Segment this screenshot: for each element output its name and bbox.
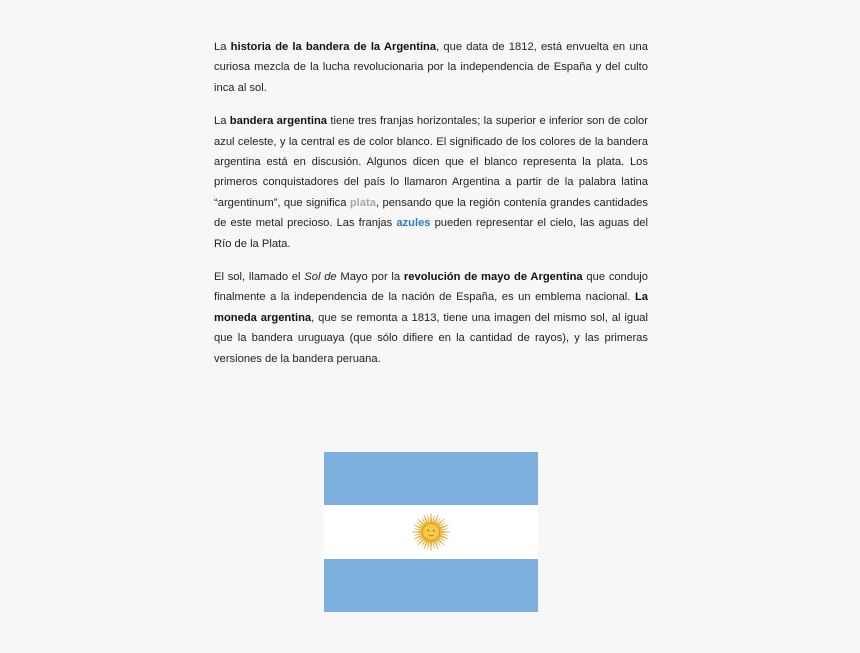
sun-eye (433, 530, 435, 532)
text: El sol, llamado el (214, 271, 305, 284)
article-body (214, 37, 648, 382)
sun-of-may-icon (411, 512, 451, 552)
text: pueden representar el cielo, las aguas del Río de la Plata. (214, 217, 648, 250)
argentina-flag-image (324, 452, 538, 612)
text: , que se remonta a 1813, tiene una imagen del mismo sol, al igual que la bandera uruguaya (que sólo difiere en la cantidad de rayos), y las primeras versiones de la bandera peruana. (214, 311, 648, 365)
text: que condujo finalmente a la independencia de la nación de España, es un emblema nacional. (214, 271, 649, 304)
link-azules[interactable]: azules (396, 217, 431, 230)
bold-history-title: historia de la bandera de la Argentina (230, 41, 437, 53)
sun-ray-straight (439, 531, 450, 533)
text: , que data de 1812, está envuelta en una curiosa mezcla de la lucha revolucionaria por la independencia de España y del culto inca al sol. (214, 41, 648, 94)
paragraph-flag-description (214, 111, 648, 254)
sun-eye (427, 530, 429, 532)
flag-stripe-bottom (324, 559, 538, 612)
bold-moneda-argentina: La moneda argentina (214, 291, 648, 324)
sun-ray-straight (430, 540, 432, 551)
paragraph-history (214, 37, 648, 98)
link-plata[interactable]: plata (349, 196, 376, 209)
italic-sol-de: Sol de (304, 271, 337, 284)
text: La (214, 41, 231, 53)
sun-ray-straight (430, 513, 432, 524)
text: La (214, 115, 230, 128)
sun-face (423, 524, 440, 541)
paragraph-sun (214, 267, 648, 369)
bold-revolucion-de-mayo: revolución de mayo de Argentina (403, 271, 583, 284)
text: , pensando que la región contenía grandes cantidades de este metal precioso. Las franjas (214, 196, 648, 230)
flag-stripe-top (324, 452, 538, 505)
bold-bandera-argentina: bandera argentina (229, 115, 328, 128)
text: tiene tres franjas horizontales; la superior e inferior son de color azul celeste, y la central es de color blanco. El significado de los colores de la bandera argentina está en discusión. Algunos dicen que el blanco representa la plata. Los primeros conquistadores del país lo llamaron Argentina a partir de la palabra latina “argentinum”, que significa (214, 115, 649, 209)
sun-ray-straight (412, 531, 423, 533)
text: Mayo por la (336, 271, 404, 284)
